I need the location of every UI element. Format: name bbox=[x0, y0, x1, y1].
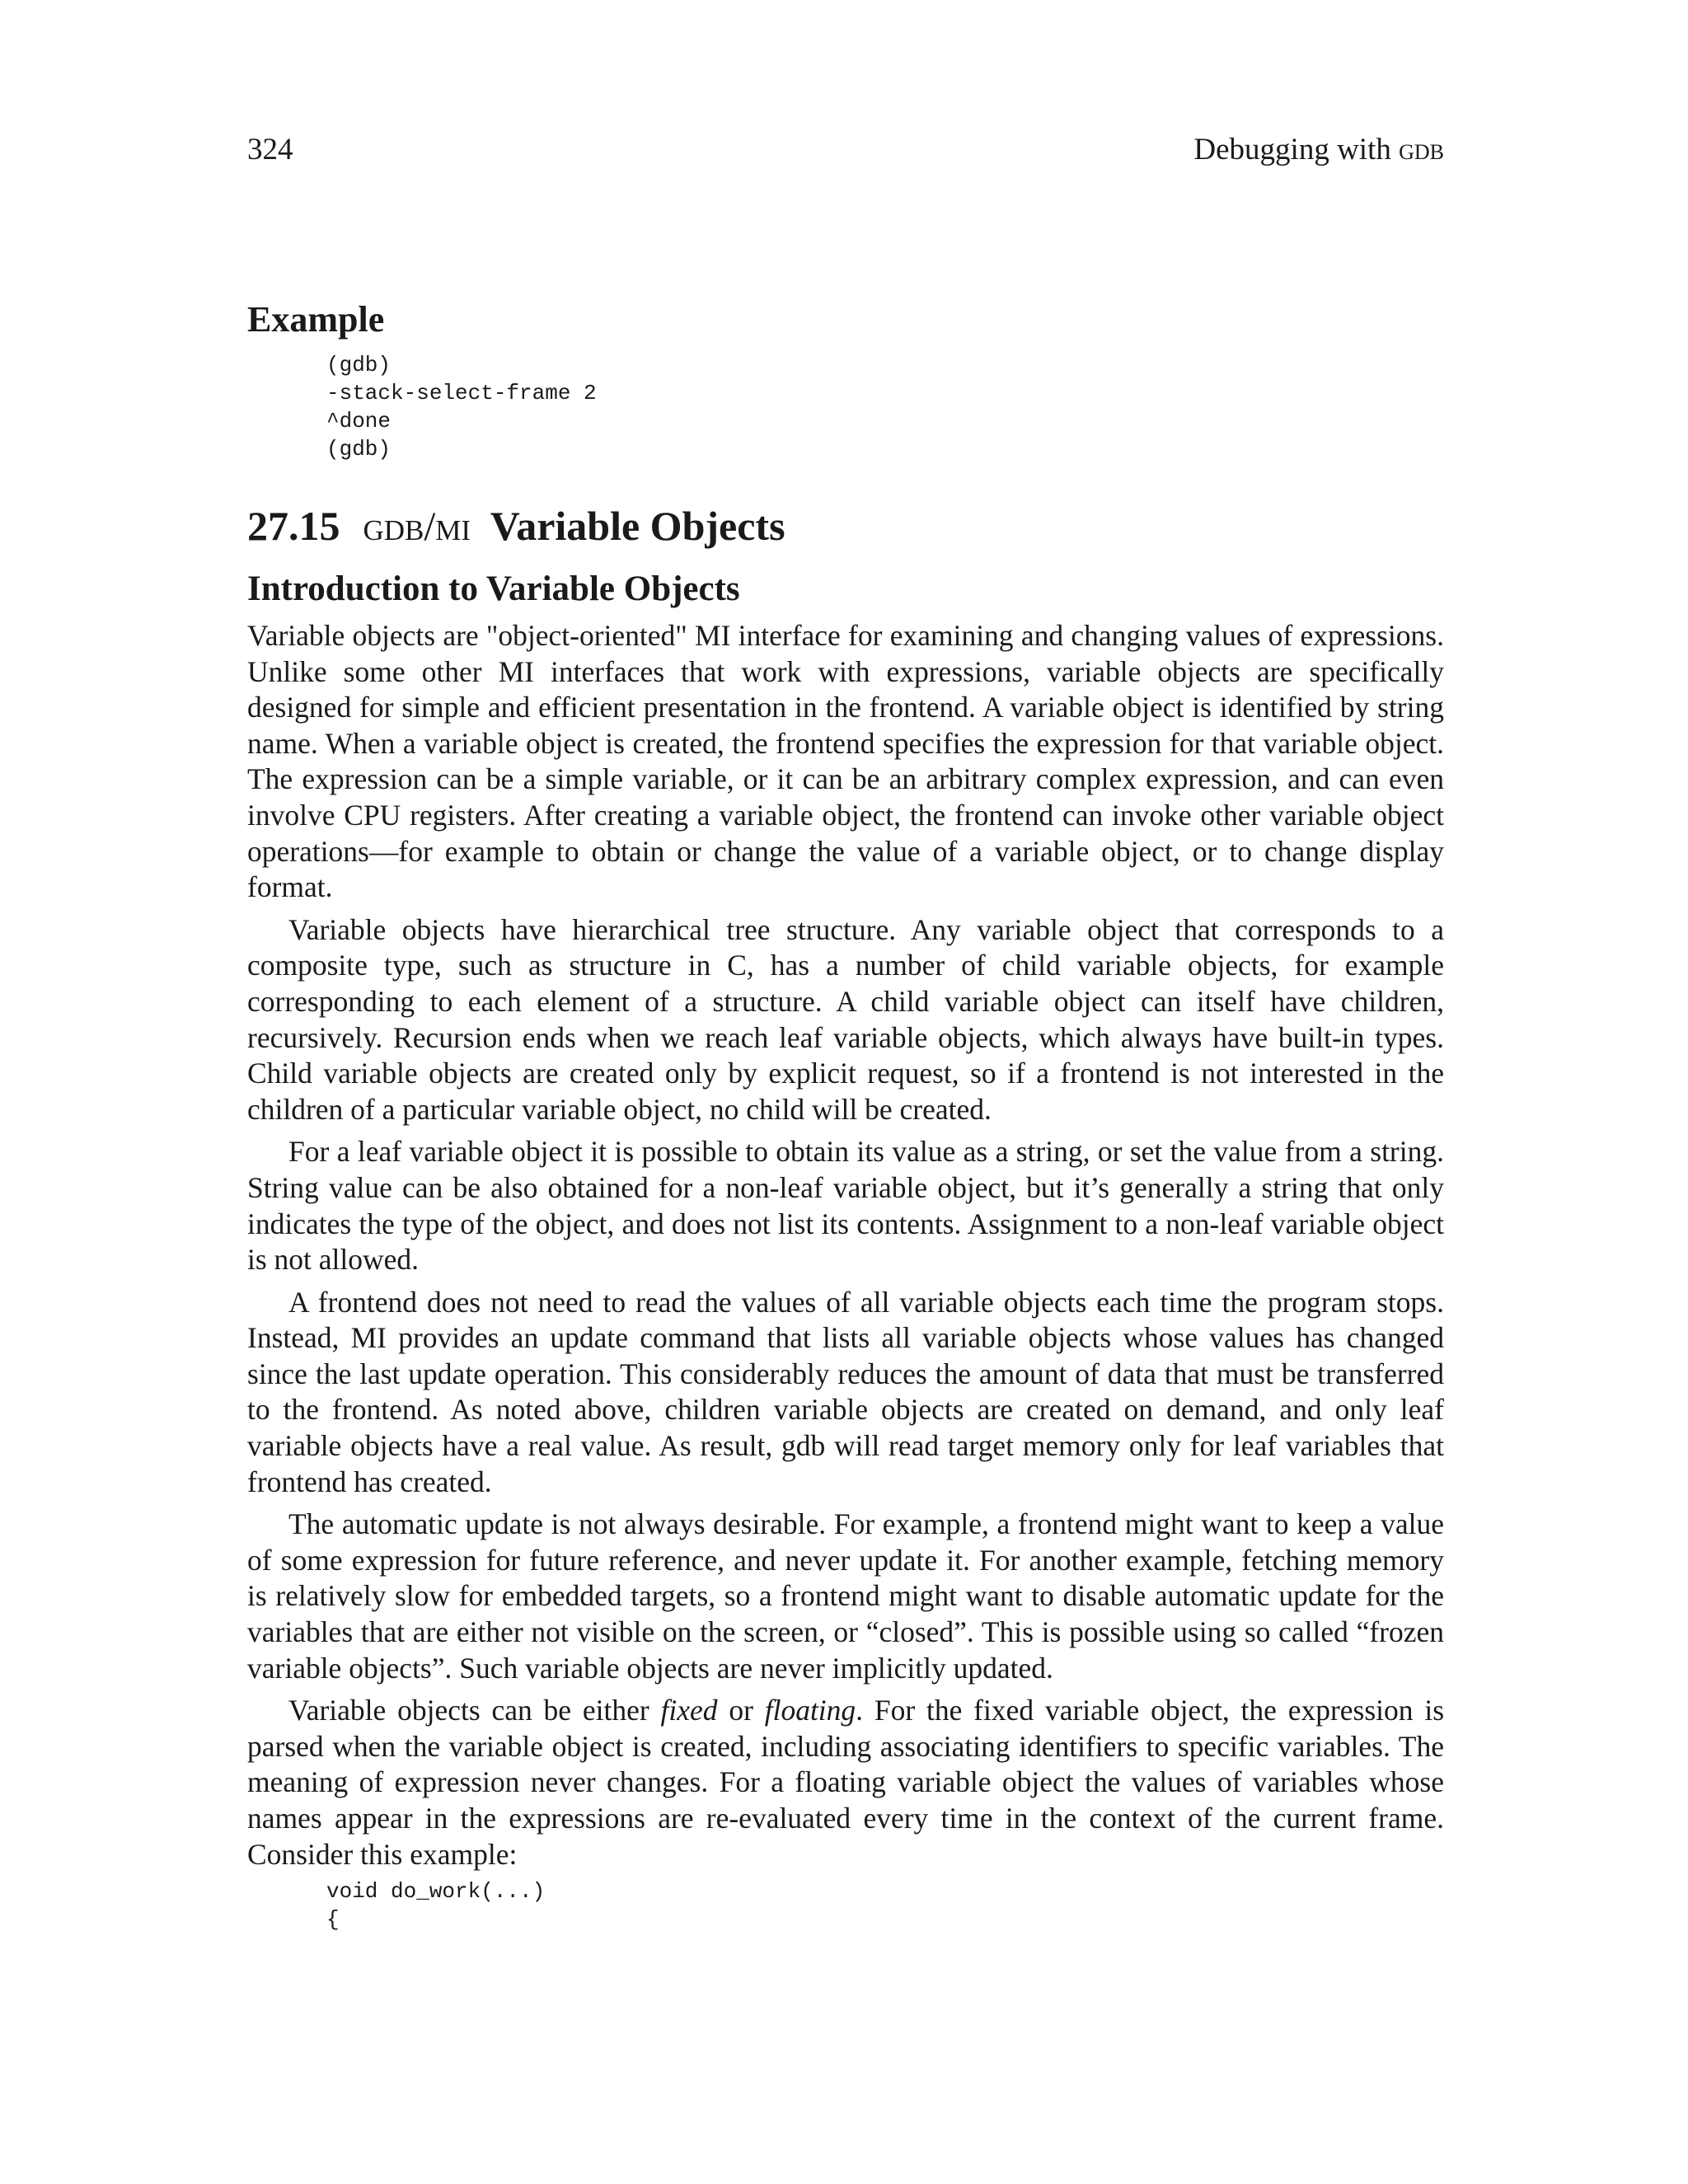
p6-text-b: or bbox=[717, 1694, 765, 1727]
section-number: 27.15 bbox=[247, 503, 340, 549]
section-title: Variable Objects bbox=[490, 503, 785, 549]
running-title bbox=[1193, 132, 1444, 167]
running-head bbox=[247, 124, 1444, 173]
p6-text-a: Variable objects can be either bbox=[288, 1694, 661, 1727]
intro-paragraph-2: Variable objects have hierarchical tree structure. Any variable object that corresponds to a composite type, such as structure in C, has a number of child variable objects, for example corresponding to each element of a structure. A child variable object can itself have children, recursively. Recursion ends when we reach leaf variable objects, which always have built-in types. Child variable objects are created only by explicit request, so if a frontend is not interested in the children of a particular variable object, no child will be created. bbox=[247, 912, 1444, 1126]
term-floating: floating bbox=[764, 1694, 856, 1727]
intro-paragraph-5: The automatic update is not always desirable. For example, a frontend might want to keep a value of some expression for future reference, and never update it. For another example, fetching memory is relatively slow for embedded targets, so a frontend might want to disable automatic update for the variables that are either not visible on the screen, or “closed”. This is possible using so called “frozen variable objects”. Such variable objects are never implicitly updated. bbox=[247, 1507, 1444, 1685]
do-work-code-block: void do_work(...) { bbox=[326, 1879, 546, 1933]
section-mi-label: gdb/mi bbox=[363, 503, 471, 549]
page bbox=[247, 124, 1444, 1933]
intro-paragraph-1: Variable objects are "object-oriented" MI interface for examining and changing values of expressions. Unlike some other MI interfaces that work with expressions, variable objects are specifically designed for simple and efficient presentation in the frontend. A variable object is identified by string name. When a variable object is created, the frontend specifies the expression for that variable object. The expression can be a simple variable, or it can be an arbitrary complex expression, and can even involve CPU registers. After creating a variable object, the frontend can invoke other variable object operations—for example to obtain or change the value of a variable object, or to change display format. bbox=[247, 619, 1444, 904]
intro-heading: Introduction to Variable Objects bbox=[247, 569, 740, 608]
running-title-gdb: gdb bbox=[1399, 133, 1444, 166]
term-fixed: fixed bbox=[660, 1694, 718, 1727]
example-code-block: (gdb) -stack-select-frame 2 ^done (gdb) bbox=[326, 353, 597, 462]
example-heading: Example bbox=[247, 299, 385, 340]
intro-paragraph-6 bbox=[247, 1693, 1444, 1872]
p6-text-c: . For the fixed variable object, the expression is parsed when the variable object is created, including associating identifiers to specific variables. The meaning of expression never changes. For a floating variable object the values of variables whose names appear in the expressions are re-evaluated every time in the context of the current frame. Consider this example: bbox=[247, 1694, 1445, 1871]
page-number: 324 bbox=[247, 133, 293, 166]
section-heading bbox=[247, 499, 1444, 552]
intro-paragraph-3: For a leaf variable object it is possible to obtain its value as a string, or set the value from a string. String value can be also obtained for a non-leaf variable object, but it’s generally a string that only indicates the type of the object, and does not list its contents. Assignment to a non-leaf variable object is not allowed. bbox=[247, 1135, 1444, 1277]
intro-paragraph-4: A frontend does not need to read the values of all variable objects each time the program stops. Instead, MI provides an update command that lists all variable objects whose values has changed since the last update operation. This considerably reduces the amount of data that must be transferred to the frontend. As noted above, children variable objects are created on demand, and only leaf variable objects have a real value. As result, gdb will read target memory only for leaf variables that frontend has created. bbox=[247, 1285, 1444, 1498]
running-title-text: Debugging with bbox=[1193, 133, 1400, 166]
